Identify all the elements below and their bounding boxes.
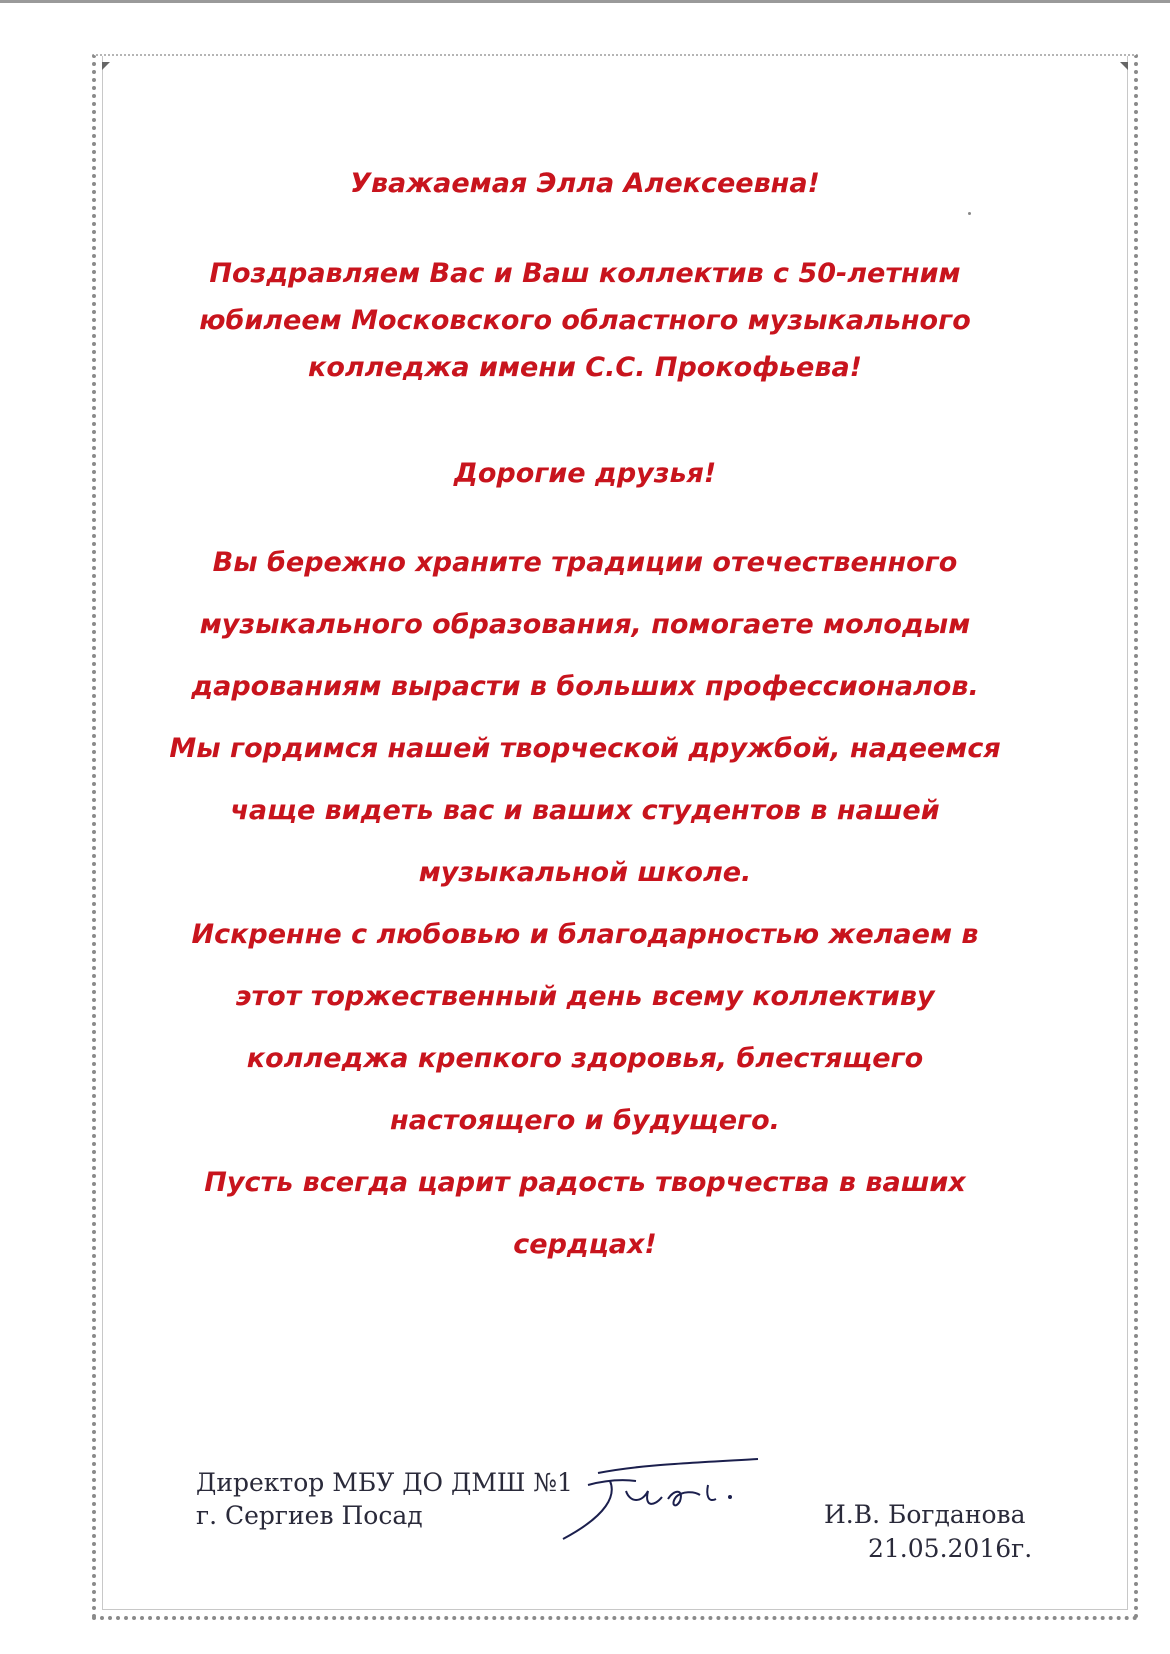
letter-salutation: Дорогие друзья! <box>453 458 717 489</box>
frame-corner-ornament <box>1120 62 1128 70</box>
letter-greeting: Уважаемая Элла Алексеевна! <box>350 168 820 199</box>
congratulation-line: Поздравляем Вас и Ваш коллектив с 50-летним <box>209 258 961 289</box>
position-city: г. Сергиев Посад <box>196 1501 423 1530</box>
body-line: Мы гордимся нашей творческой дружбой, надеемся <box>169 733 1001 764</box>
body-line: Пусть всегда царит радость творчества в ваших <box>204 1167 966 1198</box>
congratulation-line: колледжа имени С.С. Прокофьева! <box>308 352 862 383</box>
congratulation-line: юбилеем Московского областного музыкального <box>199 305 971 336</box>
position-title: Директор МБУ ДО ДМШ №1 <box>196 1468 573 1497</box>
body-line: музыкальной школе. <box>418 857 752 888</box>
congratulation-paragraph <box>0 250 1170 391</box>
frame-corner-ornament <box>102 62 110 70</box>
letter-date: 21.05.2016г. <box>868 1534 1033 1563</box>
body-line: музыкального образования, помогаете молодым <box>199 609 971 640</box>
body-line: Вы бережно храните традиции отечественного <box>212 547 958 578</box>
handwritten-signature <box>558 1455 768 1550</box>
body-line: сердцах! <box>513 1229 657 1260</box>
signatory-position <box>196 1466 573 1532</box>
body-line: дарованиям вырасти в больших профессионалов. <box>191 671 979 702</box>
body-line: чаще видеть вас и ваших студентов в нашей <box>230 795 940 826</box>
body-line: этот торжественный день всему коллективу <box>235 981 935 1012</box>
body-line: колледжа крепкого здоровья, блестящего <box>246 1043 924 1074</box>
scan-edge-line <box>0 0 1170 3</box>
body-line: Искренне с любовью и благодарностью желаем в <box>191 919 979 950</box>
scan-speck <box>968 212 971 215</box>
signatory-name: И.В. Богданова <box>824 1500 1026 1529</box>
letter-body <box>0 532 1170 1276</box>
body-line: настоящего и будущего. <box>390 1105 780 1136</box>
